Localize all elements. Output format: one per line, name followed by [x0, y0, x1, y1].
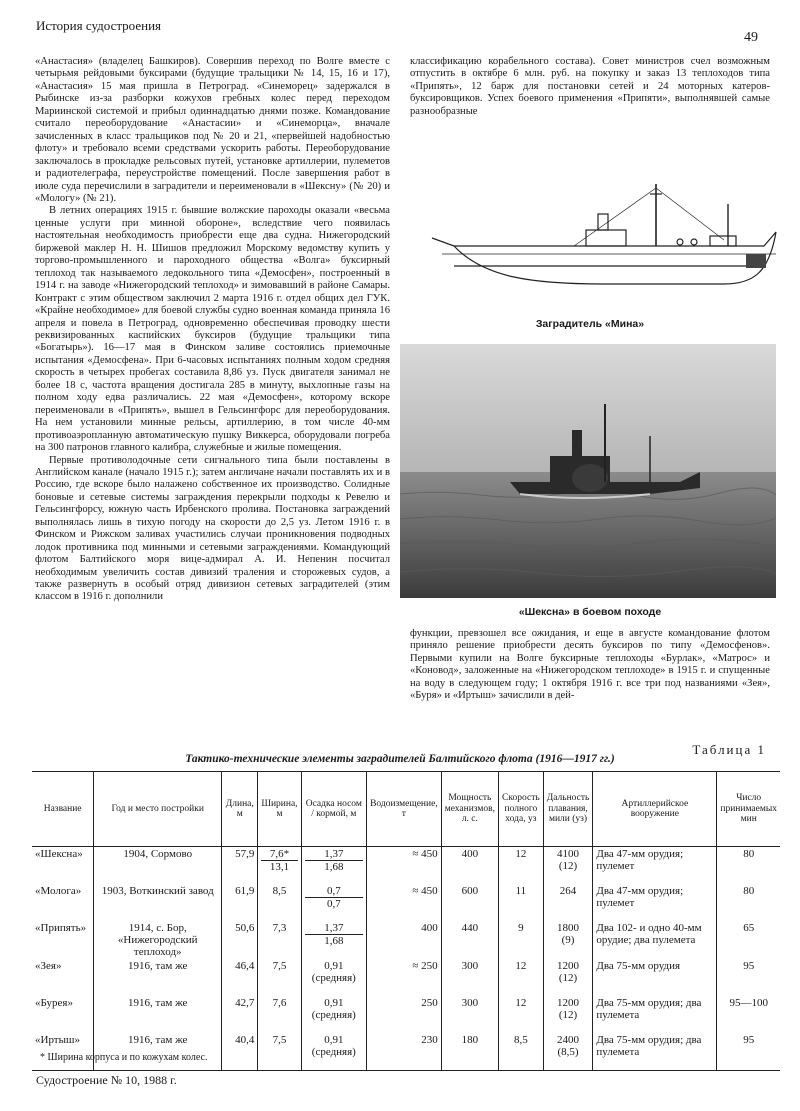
- cell-name: «Зея»: [35, 960, 62, 972]
- paragraph: Первые противолодочные сети сигнального типа были поставлены в Английском канале (начало 1915 г.); затем англичане начали поставлять их и в Россию, где вскоре было налажено собственное их производство. Солидные боновые и сетевые системы заграждения перекрыли подходы к Ревелю и Гельсингфорсу, южную часть Ирбенского пролива. Постановка заграждений выполнялась лишь в тихую погоду на скорости до 2,5 уз. Летом 1916 г. в Финском и Рижском заливах участились случаи проникновения подводных лодок противника под минными и сетевыми заграждениями. Командующий флотом Балтийского моря вице-адмирал А. И. Непенин посчитал необходимым увеличить состав дивизий траления и сторожевых судов, а также развернуть в особый отряд дивизион сетевых заградителей (этим классом в 1916 г. дополнили: [35, 454, 390, 603]
- cell-mines: 65: [717, 921, 780, 959]
- range-speed: (8,5): [557, 1046, 579, 1058]
- header-built: Год и место постройки: [94, 772, 222, 847]
- right-column-bottom: [410, 628, 770, 703]
- header-armament: Артиллерийское вооружение: [593, 772, 717, 847]
- range-value: 1200: [557, 997, 580, 1009]
- table-row: [32, 921, 780, 959]
- cell-draft: [301, 847, 367, 885]
- cell-draft: [301, 921, 367, 959]
- draft-bottom: (средняя): [311, 1009, 356, 1021]
- cell-displacement: 400: [367, 921, 442, 959]
- cell-name: «Молога»: [35, 885, 82, 897]
- cell-name: «Бурея»: [35, 997, 73, 1009]
- cell-range: [543, 1033, 593, 1071]
- cell-width: 7,5: [258, 1033, 301, 1071]
- draft-top: 0,91: [324, 1034, 344, 1046]
- cell-length: 46,4: [222, 959, 258, 996]
- paragraph: функции, превзошел все ожидания, и еще в августе командование флотом приняло решение приобрести десять буксиров по типу «Демосфенов». Первыми купили на Волге буксирные теплоходы «Бурлак», «Матрос» и «Коновод», заложенные на «Нижегородском теплоходе» в 1915 г. и спущенные на воду в следующем году; 1 октября 1916 г. все три под названиями «Зея», «Буря» и «Иртыш» зачислили в дей-: [410, 628, 770, 702]
- cell-range: [543, 996, 593, 1033]
- header-width: Ширина, м: [258, 772, 301, 847]
- draft-bottom: 0,7: [326, 898, 341, 910]
- cell-range: [543, 921, 593, 959]
- minelayer-drawing: [424, 180, 788, 308]
- table-row: [32, 884, 780, 921]
- cell-name: «Припять»: [35, 922, 87, 934]
- cell-draft: [301, 884, 367, 921]
- cell-displacement: 230: [367, 1033, 442, 1071]
- cell-displacement: ≈ 450: [367, 884, 442, 921]
- paragraph: В летних операциях 1915 г. бывшие волжские пароходы оказали «весьма ценные услуги при минной обороне», вследствие чего появилась настоятельная необходимость приобрести еще два судна. Нижегородский биржевой маклер Н. Н. Шишов предложил Морскому ведомству купить у торгово-промышленного и пароходного общества «Волга» буксирный теплоход так называемого ледокольного типа «Демосфен», построенный в 1914 г. на заводе «Нижегородский теплоход» и зимовавший в районе Самары. Контракт с этим обществом заключил 2 марта 1916 г. отдел общих дел ГУК. «Крайне необходимое» для боевой службы судно военная команда приняла 16 апреля и повела в Петроград, одновременно обеспечивая проводку шести реквизированных каспийских буксиров (будущие тральщики типа «Богатырь»). 16—17 мая в Финском заливе состоялись приемочные испытания «Демосфена». При 6-часовых испытаниях полным ходом средняя скорость в четырех пробегах составила 8,86 уз. Пуск двигателя занимал не более 18 с, частота вращения достигала 285 в минуту, выхлопные газы на полном ходу едва различались. 22 мая «Демосфен», которому вскоре переименовали в «Припять», вышел в Гельсингфорс для переоборудования. На нем установили минные рельсы, артиллерию, в том числе 40-мм противоаэропланную автоматическую пушку Виккерса, оборудовали погреба на 300 патронов главного калибра, служебные и жилые помещения.: [35, 205, 390, 454]
- cell-displacement: ≈ 250: [367, 959, 442, 996]
- header-displacement: Водоизмещение, т: [367, 772, 442, 847]
- cell-draft: [301, 959, 367, 996]
- cell-speed: 9: [499, 921, 544, 959]
- range-speed: (12): [558, 860, 578, 872]
- range-value: 264: [559, 885, 577, 897]
- range-speed: (12): [558, 1009, 578, 1021]
- header-range: Дальность плавания, мили (уз): [543, 772, 593, 847]
- header-power: Мощность механизмов, л. с.: [441, 772, 498, 847]
- width-bottom: 13,1: [269, 861, 290, 873]
- table-row: [32, 996, 780, 1033]
- draft-top: 0,91: [324, 997, 344, 1009]
- cell-length: 40,4: [222, 1033, 258, 1071]
- range-speed: (9): [561, 934, 575, 946]
- cell-mines: 80: [717, 884, 780, 921]
- cell-power: 300: [441, 996, 498, 1033]
- drawing-caption: Заградитель «Мина»: [535, 318, 645, 330]
- cell-speed: 11: [499, 884, 544, 921]
- table-row: [32, 959, 780, 996]
- table-header-row: [32, 772, 780, 847]
- left-column: [35, 56, 390, 604]
- range-value: 1200: [557, 960, 580, 972]
- draft-bottom: 1,68: [324, 935, 344, 947]
- range-speed: (12): [558, 972, 578, 984]
- header-mines: Число принимаемых мин: [717, 772, 780, 847]
- cell-mines: 95—100: [717, 996, 780, 1033]
- cell-mines: 95: [717, 1033, 780, 1071]
- draft-bottom: (средняя): [311, 1046, 356, 1058]
- cell-power: 300: [441, 959, 498, 996]
- right-column-top: [410, 56, 770, 118]
- cell-length: 50,6: [222, 921, 258, 959]
- cell-speed: 12: [499, 996, 544, 1033]
- running-title: История судостроения: [36, 18, 162, 33]
- range-value: 1800: [557, 922, 580, 934]
- cell-armament: Два 102- и одно 40-мм орудие; два пулемета: [593, 921, 717, 959]
- cell-length: 57,9: [222, 847, 258, 885]
- header-length: Длина, м: [222, 772, 258, 847]
- cell-speed: 8,5: [499, 1033, 544, 1071]
- paragraph: классификацию корабельного состава). Совет министров счел возможным отпустить в октябре 6 млн. руб. на покупку и заказ 13 теплоходов типа «Припять», 12 барж для постановки сетей и 24 моторных катеров-буксировщиков. Успех боевого применения «Припяти», выполнявшей самые разнообразные: [410, 56, 770, 117]
- cell-speed: 12: [499, 959, 544, 996]
- draft-top: 1,37: [305, 848, 364, 861]
- draft-top: 0,7: [305, 885, 364, 898]
- cell-mines: 95: [717, 959, 780, 996]
- cell-built: 1916, там же: [94, 1033, 222, 1071]
- cell-armament: Два 75-мм орудия; два пулемета: [593, 996, 717, 1033]
- shexna-photo: [400, 344, 776, 598]
- cell-width: 7,6: [258, 996, 301, 1033]
- header-speed: Скорость полного хода, уз: [499, 772, 544, 847]
- draft-bottom: 1,68: [324, 861, 344, 873]
- table-label: Таблица 1: [692, 742, 766, 757]
- cell-draft: [301, 996, 367, 1033]
- cell-built: 1914, с. Бор, «Нижегородский теплоход»: [94, 921, 222, 959]
- cell-power: 600: [441, 884, 498, 921]
- draft-top: 0,91: [324, 960, 344, 972]
- cell-displacement: ≈ 450: [367, 847, 442, 885]
- range-value: 4100: [557, 848, 580, 860]
- cell-draft: [301, 1033, 367, 1071]
- cell-power: 180: [441, 1033, 498, 1071]
- cell-length: 61,9: [222, 884, 258, 921]
- cell-built: 1916, там же: [94, 959, 222, 996]
- cell-displacement: 250: [367, 996, 442, 1033]
- paragraph: «Анастасия» (владелец Башкиров). Совершив переход по Волге вместе с четырьмя рейдовыми буксирами (будущие тральщики № 14, 15, 16 и 17), «Анастасия» 15 мая пришла в Петроград. «Синеморец» задержался в Рыбинске из-за разборки кожухов гребных колес перед переходом Мариинской системой и прибыл одиннадцатью днями позже. Командование считало переоборудование «Анастасии» и «Синеморца», вначале зачисленных в класс тральщиков под № 20 и 21, «первейшей надобностью флоту» и требовало всеми средствами ускорить работы. Переоборудование заключалось в прокладке рельсовых путей, установке артиллерии, пулеметов и радиотелеграфа, переустройстве помещений. После завершения работ в июле суда перечислили в заградители и переименовали в «Шексну» (№ 20) и «Мологу» (№ 21).: [35, 56, 390, 204]
- cell-built: 1916, там же: [94, 996, 222, 1033]
- cell-width: 7,5: [258, 959, 301, 996]
- cell-armament: Два 75-мм орудия; два пулемета: [593, 1033, 717, 1071]
- cell-armament: Два 47-мм орудия; пулемет: [593, 847, 717, 885]
- cell-range: [543, 959, 593, 996]
- cell-range: [543, 884, 593, 921]
- draft-bottom: (средняя): [311, 972, 356, 984]
- cell-power: 440: [441, 921, 498, 959]
- specs-table: [32, 771, 780, 1071]
- table-footnote: * Ширина корпуса и по кожухам колес.: [40, 1052, 208, 1063]
- cell-width: 8,5: [258, 884, 301, 921]
- cell-range: [543, 847, 593, 885]
- cell-built: 1904, Сормово: [94, 847, 222, 885]
- cell-speed: 12: [499, 847, 544, 885]
- table-row: [32, 847, 780, 885]
- cell-name: «Иртыш»: [32, 1033, 94, 1071]
- draft-top: 1,37: [305, 922, 364, 935]
- header-draft: Осадка носом / кормой, м: [301, 772, 367, 847]
- source-footer: Судостроение № 10, 1988 г.: [36, 1073, 177, 1087]
- range-value: 2400: [557, 1034, 580, 1046]
- width-top: 7,6*: [261, 848, 297, 861]
- photo-caption: «Шексна» в боевом походе: [518, 606, 662, 618]
- cell-armament: Два 75-мм орудия: [593, 959, 717, 996]
- cell-armament: Два 47-мм орудия; пулемет: [593, 884, 717, 921]
- cell-width: [258, 847, 301, 885]
- cell-name: «Шексна»: [35, 848, 83, 860]
- header-name: Название: [32, 772, 94, 847]
- table-title: Тактико-технические элементы заградителей Балтийского флота (1916—1917 гг.): [185, 753, 615, 765]
- page-number: 49: [744, 30, 758, 45]
- cell-width: 7,3: [258, 921, 301, 959]
- cell-length: 42,7: [222, 996, 258, 1033]
- cell-built: 1903, Воткинский завод: [94, 884, 222, 921]
- cell-power: 400: [441, 847, 498, 885]
- cell-mines: 80: [717, 847, 780, 885]
